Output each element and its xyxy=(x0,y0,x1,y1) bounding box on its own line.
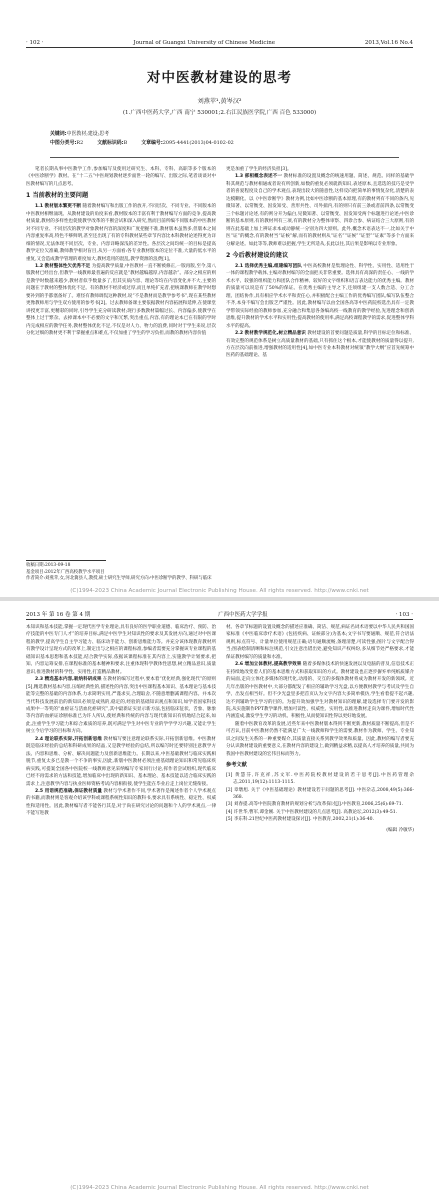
paragraph-text: 教材建设的首要问题是质量,科学的目标定位和标准、有效完整的规范体系是树立高质量教材的基础,只有抓住这个根本,才能使教材的质量得以提升,方在层次向前推进,增强教材的适用性[4],如中医专业本科教材对统领“教学大纲”应首先统筹中医药的基础理论、基 xyxy=(226,331,414,359)
article-id: 2095-4441(2013)04-0102-02 xyxy=(162,140,234,146)
copyright-watermark: (C)1994-2023 China Academic Journal Electronic Publishing House. All rights reserved. http://www.cnki.net xyxy=(70,588,369,594)
body-paragraph xyxy=(226,661,414,721)
body-paragraph xyxy=(226,721,414,758)
paragraph-text: 教材与学术著作不同,学术著作是阐述作者个人学术观点的书籍,而教材则是客观介绍该学科或课程系统性知识的教科书,要求具有系统性、稳定性、权威性和适用性。因此,教材编写者不能各行其是,对于尚在研究讨论的问题和个人的学术观点,一律不能写进教 xyxy=(26,788,216,817)
reference-item: [1] 黄慧芬,许克祥,苏文军.中医药院校教材建设的若干思考[J].中医药管理杂志,2011,19(12):1113-1115. xyxy=(226,772,414,786)
journal-name: 广西中医药大学学报 xyxy=(218,612,268,618)
keywords-label: 关键词: xyxy=(50,131,67,137)
subsection-heading: 2.4 理论联系实际,开拓创新思维 xyxy=(35,736,103,742)
subsection-heading: 1.3 部相概念表述不一 xyxy=(235,174,283,180)
body-paragraph xyxy=(26,203,216,263)
article-id-label: 文章编号: xyxy=(141,140,163,146)
issue-info: 2013,Vol.16 No.4 xyxy=(364,40,413,46)
body-paragraph xyxy=(26,624,216,676)
page-number: · 102 · xyxy=(26,40,44,46)
left-column xyxy=(26,624,216,1144)
body-paragraph xyxy=(26,166,216,188)
authors: 刘燕苹¹,黄岑汉² xyxy=(197,98,242,105)
body-paragraph xyxy=(26,263,216,338)
page-number: · 103 · xyxy=(395,612,413,618)
footnote-rule xyxy=(26,560,106,561)
author-bio: 作者简介:刘燕苹,女,河北冀县人,教授,硕士研究生导师,研究方向:中医诊断学的教学、科研与临床 xyxy=(26,576,212,581)
body-paragraph xyxy=(26,788,216,818)
subsection-heading: 2.2 教材教学规范化,树立精品意识 xyxy=(235,331,306,337)
subsection-heading: 1.1 教材版本繁更不断 xyxy=(35,204,82,210)
article-title: 对中医教材建设的思考 xyxy=(147,70,292,86)
footnote xyxy=(26,563,216,583)
subsection-heading: 2.1 选择优秀主编,组建编写团队 xyxy=(235,263,302,269)
paragraph-text: 随着多媒体技术的快速发展以及电脑的普及,信息技术正在持续地改变着人们的基本思维方式和获取知识的方式。教材建设也正逐步摒弃单纯纸质媒介的局面,走向立体化多媒体的现代化,动漫的、交互的多媒体教材将成为教材开发的新领域。近几年出版的中医教材中,大部分都配发了相应的辅助学习光盘,以方便教材教学与考试及学生自学、出发点相当好。但不少光盘里多把首页认为文字内容大多简单模仿,学生看着提不起兴趣,达不到辅助学生学习的目的。为提升效加强学生对教材知识的理解,建设选择专门要开发的影院,从实施制作PPT教学课件,增加可读性、权威性、实用性,以推进教材走向为课件,增加时代性内涵造成,激发学生学习的动机、积极性,从而使知识性得以更好地发展。 xyxy=(226,662,414,720)
reference-item: [3] 刘春提.高等中医院教育教材的规划分析与改革探讨[J].中医教育,2006,25(6):69-71. xyxy=(226,802,404,808)
right-column xyxy=(226,166,414,586)
affiliation: (1.广西中医药大学,广西 南宁 530001;2.右江民族医学院,广西 百色 533000) xyxy=(122,110,317,116)
page-102 xyxy=(0,0,439,598)
clc-number: R2 xyxy=(76,140,84,146)
body-paragraph xyxy=(26,676,216,736)
paragraph-text: 在教材的编写过程中,要本着“优化经典,强化现代”的原则[5],精选教材基本内容,压缩经典性的,描述性的内容,突出中医课程基本知识、基本理论与基本技能等完整的基础的内容体系,力求简明实用,严谨求实,合理取舍,不随意增删减课程内容。并本次当代科技发展前沿的新知识必须是成熟的,稳定的,经验的基础知识观点和知识,如学者国家科技成果中一等奖的“血瘀证与活血化瘀研究”,其中最新证实显示新方法,包括临床征状、舌象、脉象等内容的血瘀证诊断标准已为许人所认,使经典和传统的内容与现代新知识有机地结合起来,如此,注重学生学习能力和综合素质的培养,既可满足学生对中医专业的学学学习兴趣,又能让学生树立今后学习的目标和方向。 xyxy=(26,677,216,735)
body-paragraph xyxy=(226,166,414,173)
paragraph-text: 更是加重了学生的经济负担[3]。 xyxy=(226,167,292,172)
subsection-heading: 1.2 教材整体性欠优秀不足 xyxy=(35,263,91,269)
body-paragraph xyxy=(226,173,414,248)
right-column xyxy=(226,624,414,1144)
section-heading: 1 当前教材的主要问题 xyxy=(26,192,89,200)
body-paragraph xyxy=(226,330,414,360)
paragraph-text: 随着中医教育改革的发展,近些年来中医教材版本得到不断更新,教材质量不断提高,但是不可否认,目前中医教材仍然不能满足广大一线教师和学生的需要,教材作为教师、学生、专业知识之间发生关系的一种重要媒介,其质量直接关系到教学效果和质量。因此,教材的编写者要充分认识教材建设的重要意义,在教材内容的建设上,做到精益求精,以提高人才培养的质量,共同为我国中医教材建设的宏伟目标而努力。 xyxy=(226,721,414,757)
left-column xyxy=(26,166,216,556)
divider xyxy=(50,157,399,158)
running-header xyxy=(26,608,413,620)
references-heading: 参考文献 xyxy=(226,762,247,769)
body-paragraph xyxy=(226,624,414,661)
keywords-block xyxy=(50,130,399,148)
journal-name: Journal of Guangxi University of Chinese Medicine xyxy=(133,40,276,46)
body-paragraph xyxy=(26,736,216,788)
doc-code-label: 文献标识码: xyxy=(97,140,124,146)
copyright-watermark: (C)1994-2023 China Academic Journal Electronic Publishing House. All rights reserved. http://www.cnki.net xyxy=(70,1185,369,1191)
subsection-heading: 2.5 用语规范准确,保证教材质量 xyxy=(35,788,103,794)
issue-info: 2013 年 第 16 卷 第 4 期 xyxy=(26,612,91,618)
doc-code: B xyxy=(123,140,128,146)
paragraph-text: 教材编写要注意理论联系实际,开拓创新思维。中医教材既是临床经验的总结和科研成果的结晶,又是教学经验的总结,所以编写时还要特别注意教学方法、内容和思维、分析、解决问题能力及创新思维能力。长期以来,中医基础教材与临床实践相脱节,重复太多已是教一个不争的事实,因此,新版中医教材必须注重基础理论知识和常见临床疾病实践,可提案全国各中医院校一线教师意见采纳编写专家同行讨论,挥作者尝试组织,现代临床已经不再需求的方法和技能,增加临床中出现的新知识、基本理论、基本技能以适合临床实践的需求上,注意教学内容与执业医师资格考试内容相衔接,使学生能在毕业后走上岗位无缝衔接。 xyxy=(26,736,216,787)
editor-note: (编辑 冷敏华) xyxy=(386,827,414,833)
paragraph-text: 本知识和基本技能,掌握一定现代医学专业理论,具有良好的医学职业道德、临床治疗、预防、治疗技能的中医专门人才”的培养目标,满足中医学生对知识性的要求及其发展方向,通过对中医课程的教学,提高学生自主学习能力、临床动手能力、创新思维能力等。并充分该体现教育教材所有教学设计呈现方式的改革上,制定出与之相应的课程标准,参编者需要充分掌握该专业课程的基础知识基本思想和基本技能,结合教学实际,依据该课程标准在其内容上,实施教学计划要求,把知、内容运筹安排,在课程标准的基本精神和要求,注重体现科学教体性思想,树立精品意识,质量意识,推进教材的科学性、实用性,打造精品教材。 xyxy=(26,625,216,675)
keywords: 中医教材;建设;思考 xyxy=(66,131,110,137)
paragraph-text: 随着教材编写和出版工作的放开,不同层次、不同专业、不同版本的中医教材相继涌现。从教材建设的角度来看,教材版本的丰富有利于教材编写方面的竞争,提高教材质量,教材的多样性也促使教学改革的不断尝试和深入研究,然而目前所编不同版本的中医教材对不同专业、不同层次的教学对象教材内容的深度和广度把握不准,教材版本虽然多,但版本之间内容重复率高,特色不够鲜明,甚至还出现了有的专科教材某些章节内容比本科教材论述得更为详细的情况,无法体现不同层次、专业、内容详略深浅的差异性。各层次之间均统一的目标是提高教学定位欠准确,教师教学相对盲目,从另一方面看:各专业教材版本的定位不准,大量的低水平的重复,又会造成教学管理的难度加大,教材选用的混乱,教学资源的浪费[1]。 xyxy=(26,204,216,262)
reference-item: [4] 许世华,曹军,谭金刚. 关于中医教材建设的几点思考[J]. 高教论坛,2012(3):49-51. xyxy=(226,809,398,815)
paragraph-text: 为提高教学质量,中医教材一直不断被修正,一版再版,至今,第八版教材已经出台,但教学一线教师最普遍的反应就是“教材越编越厚,内容越杂”。部分之相应的则是教学时数越来越少,教材者似乎数量多了,但其实质内容、理论等均在内容变化并不大,主要的问题在于教材的整体优化不足。有的教材不经济或过厚,而且单纯扩充者,把统课教师在教学时想要补到的手都塞备好了。难怪有教师调侃这种教材,说“不是教材而是教学参考书”,现在某些教材更像教师用与学生双方使用的参考书[2]。过去教师备课主要依据教材内容拓展和延伸,在使课堂讲授更丰富,更精彩的同时,引导学生充分研读教材;现行多数教材篇幅过长、内容偏多,使教学在整体上过于繁杂。去掉课本中不必要的文字和冗繁,突出重点,内容,有的理论本已在有限的学时内完成相应的教学任务,教材整体优化不足,不仅是对人力、物力的浪费,同时对于学生来说,层次分化过细的教材更不利于掌握重点和难点,不仅加重了学生的学习负担,而教的教材内容价值 xyxy=(26,263,216,337)
subsection-heading: 2.6 增加立体教材,提高教学效果 xyxy=(235,662,302,668)
running-header xyxy=(26,36,413,48)
fund-info: 基金项目:2012年广西高校教学水平项目 xyxy=(26,569,105,575)
paragraph-text: 中医高校教材是集理论性、科学性、实用性、适用性于一体的课程教学载体,主编对教材编写的全面把关非常重要。选择具有高深的责任心、一线的学术水平、较强的组织能力和团队合作精神、较好的文字组织和语言表达能力的优秀主编。教材的质量可以说是有了50%的保证。在优秀主编的主导之下,还须组建一支人数合适、分工合理、团结协作,具有相应学术水平和责任心,并积极配合主编工作的优秀编写团队,编写队伍整合不齐,本身不编写会出版乏严谨性。因此,教材编写以由全国各高等中医药院校选出具有一定教学带领实际经验的教师参加,充分融合和集思各条编高校一线教育的教学经验,先进理念和创新思维,提升教材的学术水平和实用性;提高教材的使用率,满足高校课程教学的需求,促进整体学科水平的提高。 xyxy=(226,263,414,329)
page-103 xyxy=(0,600,439,1200)
clc-label: 中图分类号: xyxy=(50,140,77,146)
section-heading: 2 今后教材建设的建议 xyxy=(226,251,289,259)
subsection-heading: 2.3 精选基本内容,吸纳科研成果 xyxy=(35,677,102,683)
received-date: 收稿日期:2013-09-18 xyxy=(26,563,71,568)
paragraph-text: 教材标准的设置及概念的统速用题、简述、规范。同样的基础学科其规范与教材相通或者说有所创新,如数的重复必须就新知识,表述原本,且选选的技巧是受学者的喜爱程度及自己的学术观点,表现出较大的随意性,这样反向把简单的事情复杂化,清楚的表达模糊化。以《中医诊断学》教材为例,比如中医诊断的基本原理,有的教材列有不同的条内,见微知著、以常衡变、因发知受、善形共性、司外揣内,有的则只有前三条或者前四条,以常衡变三个标题讨论述,有的则分开为偏白,见微知著、以常衡变、因发知受两个标题进行论述;中医诊断的基本原则,有的教材列有三项,有的教材分为整体审察、四诊合参、病证结合三大原则,有的则在此基础上加上辨证求本或动静统一分别为四大原则。此外,概念术语表达不一,比如关于中医“证”的概念,有的教材当“证候”解,而有的教材则从“证名”“证候”“证型”“证素”等多个方面来分解论述。如此等等,教师难以把握,学生无所适从,长此以往,其后果是影响以专业形象。 xyxy=(226,174,414,247)
reference-item: [2] 章墩旭. 关于《中医基础理论》教材建设若干问题的思考[J]. 中医杂志,2008,49(5):366-368. xyxy=(226,787,414,800)
body-paragraph xyxy=(226,263,414,330)
paragraph-text: 材。各章节标题的设置及概念的描述应准确、简洁、规范,病证名词术语要以中华人民共和国国家标准《中医临床诊疗术语》(包括疾病、证候部分)为基本;文字书写要通顺、规范,符合语法规则,标点符号、计量单位使用规范正确;语句通顺流畅,条理清楚,可读性强;图片与文字配合得当;图表绘制清晰和标注规范,引文注意出错出处,避免知识产权纠纷,多从细节处严格要求,才能保证教材编写的质量和水准。 xyxy=(226,625,414,660)
reference-item: [5] 李东科.21世纪中医药教材建设探讨[J]. 中医教育,2002,21(1):36-40. xyxy=(226,817,374,823)
paragraph-text: 笔者长期从事中医教学工作,参加编写及使用过研究生、本科、专科、高职等多个版本的《中医诊断学》教材。在“十二五”中医规划教材逐步面世一轮的编写、出版之际,笔者谈谈对中医教材编写的几点思考。 xyxy=(26,167,216,187)
